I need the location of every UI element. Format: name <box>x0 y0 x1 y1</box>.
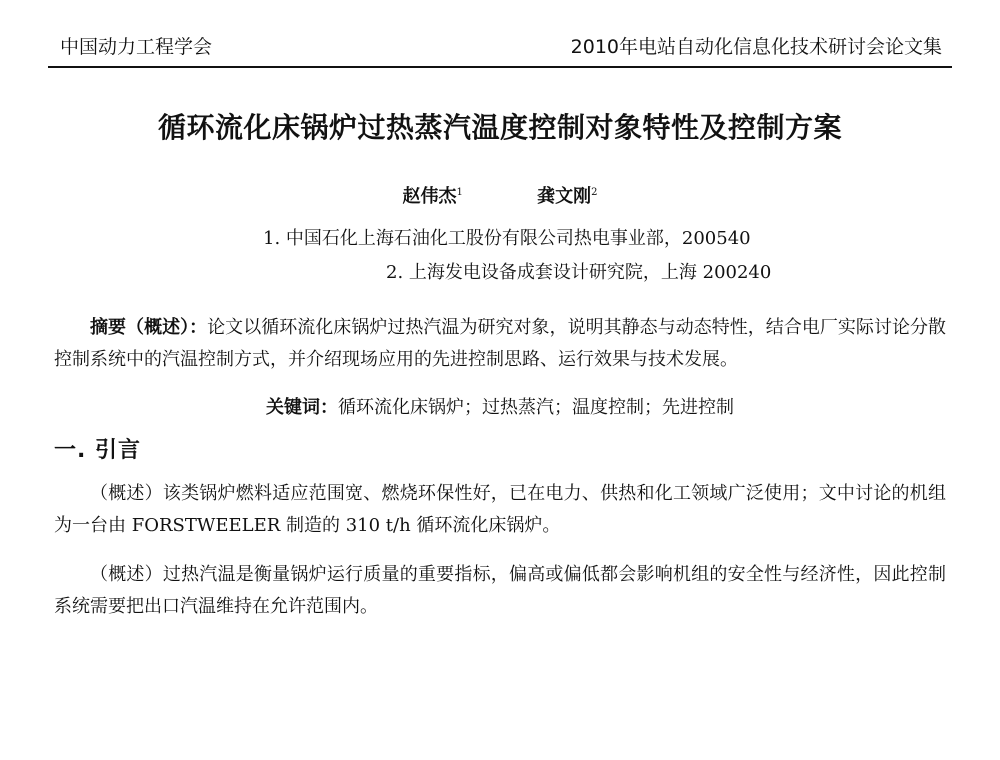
author-2 <box>537 182 597 208</box>
affiliation-2: 2. 上海发电设备成套设计研究院，上海 200240 <box>386 262 772 284</box>
abstract-label: 摘要（概述）： <box>90 317 208 339</box>
keywords-text: 循环流化床锅炉；过热蒸汽；温度控制；先进控制 <box>338 397 734 419</box>
author-2-name: 龚文刚 <box>537 186 592 207</box>
author-1 <box>402 182 462 208</box>
keywords-label: 关键词： <box>266 397 338 419</box>
affiliation-1: 1. 中国石化上海石油化工股份有限公司热电事业部，200540 <box>263 228 751 249</box>
abstract-summary <box>48 312 952 375</box>
paper-title: 循环流化床锅炉过热蒸汽温度控制对象特性及控制方案 <box>157 111 842 144</box>
author-1-name: 赵伟杰 <box>402 186 457 207</box>
section-heading-introduction: 一. 引言 <box>54 438 142 464</box>
abstract-summary-text: 论文以循环流化床锅炉过热汽温为研究对象，说明其静态与动态特性，结合电厂实际讨论分散控制系统中的汽温控制方式，并介绍现场应用的先进控制思路、运行效果与技术发展。 <box>54 317 947 370</box>
running-header <box>48 0 952 68</box>
author-list <box>48 182 952 208</box>
introduction-summary-1: （概述）该类锅炉燃料适应范围宽、燃烧环保性好，已在电力、供热和化工领域广泛使用；文中讨论的机组为一台由 FORSTWEELER 制造的 310 t/h 循环流化床锅炉。 <box>54 483 946 536</box>
keywords-line <box>48 393 952 419</box>
header-society: 中国动力工程学会 <box>60 36 213 58</box>
header-proceedings: 2010年电站自动化信息化技术研讨会论文集 <box>570 36 942 58</box>
author-2-marker: 2 <box>591 187 598 198</box>
author-1-marker: 1 <box>456 187 463 198</box>
introduction-summary-2: （概述）过热汽温是衡量锅炉运行质量的重要指标，偏高或偏低都会影响机组的安全性与经济性，因此控制系统需要把出口汽温维持在允许范围内。 <box>54 564 946 617</box>
